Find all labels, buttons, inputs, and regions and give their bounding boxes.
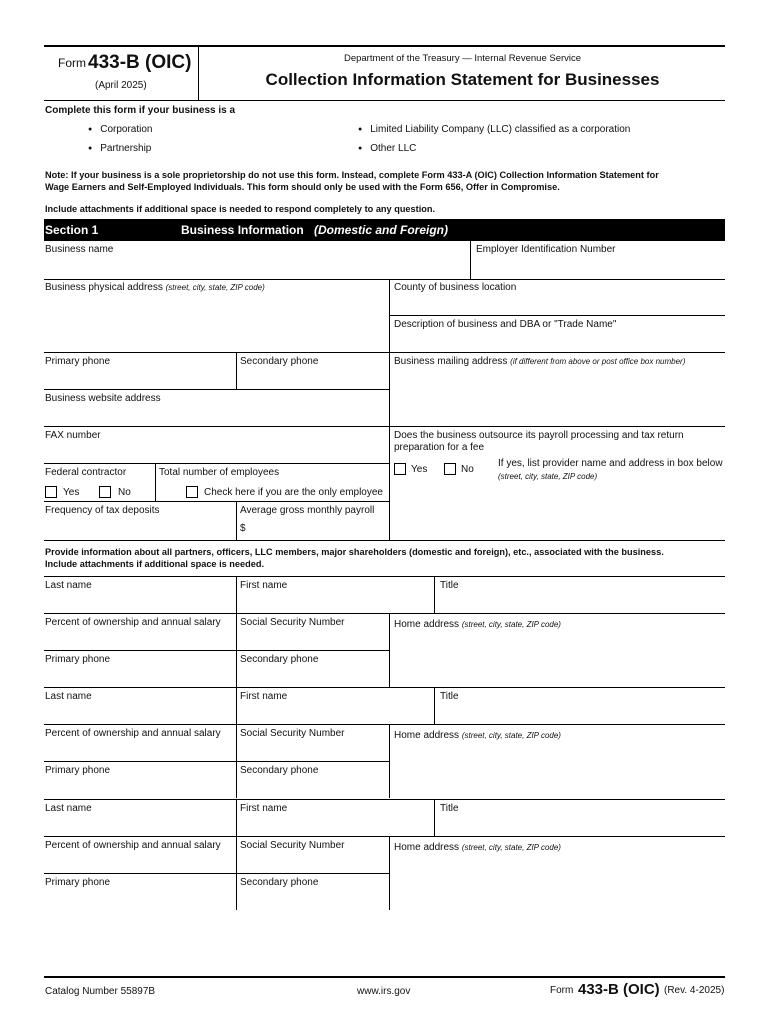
outsource-yes-label: Yes [411, 464, 428, 475]
partner-1-percent-label: Percent of ownership and annual salary [45, 617, 221, 628]
partner-1-last-name-label: Last name [45, 580, 92, 591]
partner-3-h-row1 [44, 836, 725, 837]
partner-1-home-address-field[interactable] [392, 631, 723, 686]
partner-1-h-row1 [44, 613, 725, 614]
partner-3-primary-phone-field[interactable] [45, 889, 234, 909]
partner-2-first-name-field[interactable] [239, 703, 432, 723]
outsource-no-label: No [461, 464, 474, 475]
partner-3-v-col1 [236, 799, 237, 910]
partner-2-h-row1 [44, 724, 725, 725]
frequency-field[interactable] [45, 517, 234, 539]
section-1-header [44, 219, 725, 241]
note-line-1: Note: If your business is a sole proprietorship do not use this form. Instead, complete Form 433-A (OIC) Collection Information Statement for [45, 170, 659, 180]
federal-contractor-label: Federal contractor [45, 467, 127, 478]
catalog-number: Catalog Number 55897B [45, 986, 156, 997]
header-top-rule [44, 45, 725, 47]
partners-intro-line-2: Include attachments if additional space is needed. [45, 559, 265, 569]
partner-3-ssn-label: Social Security Number [240, 840, 345, 851]
partners-intro-line-1: Provide information about all partners, officers, LLC members, major shareholders (domestic and foreign), etc., associated with the business. [45, 547, 664, 557]
grid-h-8 [44, 540, 725, 541]
section-title-italic: (Domestic and Foreign) [314, 223, 449, 237]
partner-1-percent-field[interactable] [45, 629, 234, 649]
type-llc-corporation: ● Limited Liability Company (LLC) classified as a corporation [358, 124, 630, 135]
partner-3-home-address-field[interactable] [392, 854, 723, 909]
partner-3-secondary-phone-label: Secondary phone [240, 877, 319, 888]
irs-website: www.irs.gov [357, 986, 411, 997]
ein-field[interactable] [473, 256, 723, 278]
outsource-yes-checkbox[interactable] [394, 463, 406, 475]
total-employees-field[interactable] [285, 465, 388, 481]
type-corporation: ● Corporation [88, 124, 153, 135]
partner-2-v-col1 [236, 687, 237, 798]
grid-h-4 [44, 389, 390, 390]
page-title: Collection Information Statement for Businesses [265, 70, 660, 89]
website-label: Business website address [45, 393, 161, 404]
type-other-llc: ● Other LLC [358, 143, 416, 154]
partner-2-top-rule [44, 687, 725, 688]
partner-1-last-name-field[interactable] [45, 592, 234, 612]
provider-hint: (street, city, state, ZIP code) [498, 472, 598, 481]
department-line: Department of the Treasury — Internal Revenue Service [343, 53, 582, 64]
partner-2-title-label: Title [440, 691, 459, 702]
partner-1-ssn-field[interactable] [239, 629, 387, 649]
total-employees-label: Total number of employees [159, 467, 280, 478]
website-field[interactable] [45, 405, 387, 425]
partner-1-ssn-label: Social Security Number [240, 617, 345, 628]
secondary-phone-field[interactable] [239, 368, 387, 388]
fax-field[interactable] [45, 442, 387, 462]
partner-2-secondary-phone-label: Secondary phone [240, 765, 319, 776]
partner-1-primary-phone-label: Primary phone [45, 654, 111, 665]
header-divider [198, 45, 199, 100]
outsource-question-line-2: preparation for a fee [394, 442, 485, 453]
partner-2-first-name-label: First name [240, 691, 288, 702]
partner-3-v-col2 [434, 799, 435, 836]
only-employee-label: Check here if you are the only employee [204, 487, 383, 498]
partner-2-ssn-label: Social Security Number [240, 728, 345, 739]
physical-address-label: Business physical address (street, city, state, ZIP code) [45, 282, 265, 293]
partner-1-top-rule [44, 576, 725, 577]
partner-1-home-address-label: Home address (street, city, state, ZIP code) [394, 619, 561, 630]
grid-h-3 [44, 352, 725, 353]
contractor-no-checkbox[interactable] [99, 486, 111, 498]
partner-2-primary-phone-field[interactable] [45, 777, 234, 797]
section-title: Business Information [181, 223, 304, 237]
partner-2-last-name-label: Last name [45, 691, 92, 702]
contractor-no-label: No [118, 487, 131, 498]
county-label: County of business location [394, 282, 517, 293]
partner-3-home-address-label: Home address (street, city, state, ZIP code) [394, 842, 561, 853]
mailing-address-label: Business mailing address (if different from above or post office box number) [394, 356, 686, 367]
grid-h-1 [44, 279, 725, 280]
partner-3-last-name-label: Last name [45, 803, 92, 814]
grid-h-2 [389, 315, 725, 316]
contractor-yes-checkbox[interactable] [45, 486, 57, 498]
partner-1-v-col1 [236, 576, 237, 687]
partner-1-title-field[interactable] [437, 592, 723, 612]
partner-2-home-address-field[interactable] [392, 742, 723, 797]
header-bottom-rule [44, 100, 725, 101]
partner-3-first-name-label: First name [240, 803, 288, 814]
primary-phone-label: Primary phone [45, 356, 111, 367]
partner-2-title-field[interactable] [437, 703, 723, 723]
partner-1-primary-phone-field[interactable] [45, 666, 234, 686]
form-date: (April 2025) [95, 80, 147, 91]
partner-1-first-name-field[interactable] [239, 592, 432, 612]
outsource-no-checkbox[interactable] [444, 463, 456, 475]
partner-1-v-col2 [434, 576, 435, 613]
partner-3-percent-field[interactable] [45, 852, 234, 872]
grid-v-ein [470, 241, 471, 279]
complete-if-text: Complete this form if your business is a [45, 105, 236, 116]
grid-v-contractor [155, 463, 156, 501]
partner-3-primary-phone-label: Primary phone [45, 877, 111, 888]
grid-v-phone [236, 352, 237, 389]
partner-3-ssn-field[interactable] [239, 852, 387, 872]
provider-instructions: If yes, list provider name and address in box below [498, 458, 723, 469]
partner-1-secondary-phone-field[interactable] [239, 666, 387, 686]
footer-rule [44, 976, 725, 978]
form-word: Form [58, 56, 86, 70]
mailing-address-field[interactable] [392, 368, 723, 425]
partner-3-secondary-phone-field[interactable] [239, 889, 387, 909]
secondary-phone-label: Secondary phone [240, 356, 319, 367]
partner-2-last-name-field[interactable] [45, 703, 234, 723]
partner-1-secondary-phone-label: Secondary phone [240, 654, 319, 665]
partner-3-title-field[interactable] [437, 815, 723, 835]
form-number: 433-B (OIC) [88, 52, 192, 73]
grid-v-payroll [236, 501, 237, 540]
note-line-2: Wage Earners and Self-Employed Individuals. This form should only be used with the Form 656, Offer in Compromise. [45, 182, 560, 192]
frequency-label: Frequency of tax deposits [45, 505, 160, 516]
description-label: Description of business and DBA or "Trade Name" [394, 319, 617, 330]
partner-2-percent-label: Percent of ownership and annual salary [45, 728, 221, 739]
partner-2-h-row2 [44, 761, 390, 762]
footer-form-word: Form [550, 985, 574, 996]
partner-2-v-col2 [434, 687, 435, 724]
primary-phone-field[interactable] [45, 368, 234, 388]
contractor-yes-label: Yes [63, 487, 80, 498]
avg-payroll-field[interactable] [250, 518, 387, 538]
avg-payroll-label: Average gross monthly payroll [240, 505, 375, 516]
ein-label: Employer Identification Number [476, 244, 616, 255]
grid-h-6 [44, 463, 390, 464]
section-number: Section 1 [45, 223, 99, 237]
business-name-field[interactable] [45, 256, 467, 278]
business-name-label: Business name [45, 244, 114, 255]
outsource-question-line-1: Does the business outsource its payroll processing and tax return [394, 430, 684, 441]
description-field[interactable] [392, 331, 723, 351]
county-field[interactable] [392, 294, 723, 314]
type-partnership: ● Partnership [88, 143, 151, 154]
partner-3-h-row2 [44, 873, 390, 874]
physical-address-field[interactable] [45, 294, 387, 350]
attachments-note: Include attachments if additional space is needed to respond completely to any question. [45, 204, 436, 214]
partner-3-top-rule [44, 799, 725, 800]
partner-2-primary-phone-label: Primary phone [45, 765, 111, 776]
dollar-sign: $ [240, 523, 246, 534]
footer-form-number: 433-B (OIC) [578, 981, 660, 998]
grid-h-7 [44, 501, 390, 502]
only-employee-checkbox[interactable] [186, 486, 198, 498]
partner-2-home-address-label: Home address (street, city, state, ZIP code) [394, 730, 561, 741]
fax-label: FAX number [45, 430, 101, 441]
partner-1-first-name-label: First name [240, 580, 288, 591]
partner-2-ssn-field[interactable] [239, 740, 387, 760]
partner-1-h-row2 [44, 650, 390, 651]
partner-1-title-label: Title [440, 580, 459, 591]
partner-3-title-label: Title [440, 803, 459, 814]
grid-h-5 [44, 426, 725, 427]
partner-2-percent-field[interactable] [45, 740, 234, 760]
provider-address-field[interactable] [392, 484, 723, 539]
footer-rev: (Rev. 4-2025) [664, 985, 725, 996]
partner-3-first-name-field[interactable] [239, 815, 432, 835]
partner-3-last-name-field[interactable] [45, 815, 234, 835]
partner-3-percent-label: Percent of ownership and annual salary [45, 840, 221, 851]
partner-2-secondary-phone-field[interactable] [239, 777, 387, 797]
